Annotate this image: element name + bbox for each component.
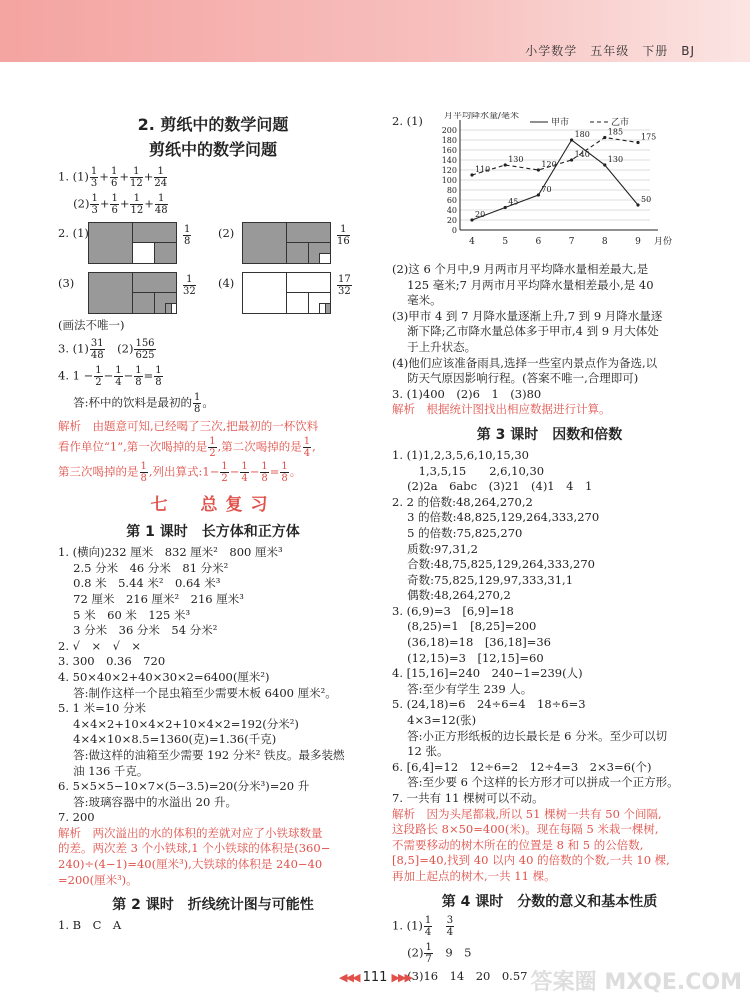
lesson3-line-16: 5. (24,18)=6 24÷6=4 18÷6=3 bbox=[392, 697, 586, 712]
analysis-line-1: 解析 由题意可知,已经喝了三次,把最初的一杯饮料 bbox=[58, 418, 319, 433]
lesson1-line-2: 0.8 米 5.44 米² 0.64 米³ bbox=[58, 576, 221, 591]
lesson3-analysis-line-4: 再加上起点的树木,一共 11 棵。 bbox=[392, 868, 556, 883]
lesson3-line-22: 7. 一共有 11 棵树可以不动。 bbox=[392, 791, 544, 805]
data-point bbox=[603, 163, 606, 166]
lesson1-analysis-line-0: 解析 两次溢出的水的体积的差就对应了小铁球数量 bbox=[58, 825, 323, 840]
data-point bbox=[603, 136, 606, 139]
lesson3-line-17: 4×3=12(张) bbox=[392, 713, 477, 728]
lesson1-line-17: 7. 200 bbox=[58, 810, 95, 825]
q1-row2: (2) $\frac{1}{3}$ + $\frac{1}{6}$ + $\frac{1}{12}$ + $\frac{1}{48}$ bbox=[73, 193, 168, 216]
lesson3-line-12: (36,18)=18 [36,18]=36 bbox=[392, 635, 551, 650]
x-tick-label: 8 bbox=[601, 237, 608, 247]
chart-answer-line-1: 125 毫米;7 月两市月平均降水量相差最小,是 40 bbox=[392, 277, 654, 292]
lesson1-line-1: 2.5 分米 46 分米 81 分米² bbox=[58, 560, 229, 575]
lesson1-line-4: 5 米 60 米 125 米³ bbox=[58, 607, 191, 622]
lesson3-line-3: 2. 2 的倍数:48,264,270,2 bbox=[392, 494, 533, 509]
lesson3-line-11: (8,25)=1 [8,25]=200 bbox=[392, 619, 537, 634]
lesson3-line-21: 答:至少要 6 个这样的长方形才可以拼成一个正方形。 bbox=[392, 775, 679, 790]
data-label: 20 bbox=[475, 210, 486, 219]
lesson1-line-14: 油 136 千克。 bbox=[58, 763, 149, 778]
lesson3-line-18: 答:小正方形纸板的边长最长是 6 分米。至少可以切 bbox=[392, 728, 668, 743]
chart-answer-line-8: 3. (1)400 (2)6 1 (3)80 bbox=[392, 386, 542, 401]
y-tick-label: 120 bbox=[441, 166, 457, 175]
data-label: 175 bbox=[641, 132, 657, 142]
prev-arrows-icon: ◀◀◀ bbox=[339, 971, 359, 984]
q2-diagrams: 2. (1) $\frac{1}{8}$ (2) $\frac{1}{16}$ (3) $\frac{1}{32}$ (4) $\frac{17}{32}$ bbox=[58, 222, 368, 318]
next-arrows-icon: ▶▶▶ bbox=[391, 971, 411, 984]
q2-note: (画法不唯一) bbox=[58, 318, 125, 332]
data-label: 140 bbox=[574, 150, 590, 159]
data-label: 130 bbox=[607, 155, 624, 164]
lesson3-line-15: 答:至少有学生 239 人。 bbox=[392, 681, 533, 696]
lesson1-line-9: 答:制作这样一个昆虫箱至少需要木板 6400 厘米²。 bbox=[58, 685, 337, 700]
data-point bbox=[504, 163, 507, 166]
analysis-line-3: 第三次喝掉的是 $\frac{1}{8}$ ,列出算式:1− $\frac{1}{2}$ − $\frac{1}{4}$ − $\frac{1}{8}$ = $\frac{1}{8}$ 。 bbox=[58, 461, 302, 485]
y-axis-label: 月平均降水量/毫米 bbox=[444, 112, 520, 121]
y-tick-label: 60 bbox=[446, 196, 457, 205]
data-point bbox=[470, 218, 473, 221]
rainfall-line-chart bbox=[432, 112, 702, 262]
data-point bbox=[470, 173, 473, 176]
lesson3-title: 第 3 课时 因数和倍数 bbox=[476, 426, 623, 443]
lesson2-answer: 1. B C A bbox=[58, 918, 122, 933]
lesson3-line-10: 3. (6,9)=3 [6,9]=18 bbox=[392, 603, 514, 618]
y-tick-label: 100 bbox=[441, 176, 457, 185]
lesson1-answers bbox=[58, 545, 368, 826]
data-label: 185 bbox=[607, 127, 624, 137]
section-subtitle: 剪纸中的数学问题 bbox=[148, 140, 277, 159]
paper-diagram-2 bbox=[242, 222, 332, 264]
chart-answer-line-2: 毫米。 bbox=[392, 293, 442, 308]
lesson3-analysis-line-0: 解析 因为头尾都栽,所以 51 棵树一共有 50 个间隔, bbox=[392, 806, 662, 821]
legend-label-1: 乙市 bbox=[611, 118, 630, 128]
lesson3-line-2: (2)2a 6abc (3)21 (4)1 4 1 bbox=[392, 479, 593, 494]
chart-answer-line-6: (4)他们应该准备雨具,选择一些室内景点作为备选,以 bbox=[392, 355, 658, 370]
lesson1-line-7: 3. 300 0.36 720 bbox=[58, 654, 166, 669]
lesson3-analysis bbox=[392, 807, 707, 885]
y-tick-label: 200 bbox=[441, 126, 457, 135]
lesson1-line-16: 答:玻璃容器中的水溢出 20 升。 bbox=[58, 794, 237, 809]
lesson3-analysis-line-2: 不需要移动的树木所在的位置是 8 和 5 的公倍数, bbox=[392, 837, 644, 852]
data-label: 45 bbox=[508, 197, 519, 207]
lesson3-line-13: (12,15)=3 [12,15]=60 bbox=[392, 650, 544, 665]
data-point bbox=[636, 203, 639, 206]
lesson3-analysis-line-3: [8,5]=40,找到 40 以内 40 的倍数的个数,一共 10 棵, bbox=[392, 853, 670, 868]
lesson2-title: 第 2 课时 折线统计图与可能性 bbox=[112, 897, 314, 914]
data-point bbox=[636, 141, 639, 144]
data-point bbox=[570, 158, 573, 161]
lesson3-analysis-line-1: 这段路长 8×50=400(米)。现在每隔 5 米栽一棵树, bbox=[392, 822, 659, 837]
lesson3-line-6: 质数:97,31,2 bbox=[392, 541, 478, 556]
y-tick-label: 160 bbox=[441, 146, 457, 155]
data-point bbox=[570, 138, 573, 141]
data-label: 70 bbox=[541, 185, 552, 194]
x-tick-label: 9 bbox=[635, 237, 641, 247]
data-point bbox=[537, 193, 540, 196]
lesson1-line-13: 答:做这样的油箱至少需要 192 分米² 铁皮。最多装燃 bbox=[58, 747, 345, 762]
q3-analysis: 解析 根据统计图找出相应数据进行计算。 bbox=[392, 402, 611, 417]
lesson1-analysis-line-1: 的差。两次差 3 个小铁球,1 个小铁球的体积是(360− bbox=[58, 841, 331, 856]
lesson1-line-3: 72 厘米 216 厘米² 216 厘米³ bbox=[58, 591, 244, 606]
chart-block: 2. (1) 0 20 40 60 80 100 120 140 160 180 200 月平均降水量/毫米 月份 4 5 6 7 8 9 20 45 70 180 130 50 甲市 110 130 120 140 185 175 乙市 bbox=[392, 112, 707, 262]
lesson3-line-19: 12 张。 bbox=[392, 744, 449, 759]
lesson1-line-5: 3 分米 36 分米 54 分米² bbox=[58, 623, 218, 638]
paper-diagram-3 bbox=[88, 272, 178, 314]
lesson1-analysis-line-2: 240)÷(4−1)=40(厘米³),大铁球的体积是 240−40 bbox=[58, 857, 323, 872]
lesson1-analysis-line-3: =200(厘米³)。 bbox=[58, 872, 138, 887]
lesson1-line-8: 4. 50×40×2+40×30×2=6400(厘米²) bbox=[58, 669, 270, 684]
right-column bbox=[392, 112, 707, 984]
lesson1-line-10: 5. 1 米=10 分米 bbox=[58, 701, 147, 716]
lesson3-line-14: 4. [15,16]=240 240−1=239(人) bbox=[392, 666, 583, 681]
header-band bbox=[0, 0, 750, 62]
x-tick-label: 7 bbox=[568, 237, 575, 247]
q4-answer: 答:杯中的饮料是最初的 $\frac{1}{8}$ 。 bbox=[73, 391, 214, 415]
lesson3-line-9: 偶数:48,264,270,2 bbox=[392, 588, 511, 603]
q1-row1: 1. (1) $\frac{1}{3}$ + $\frac{1}{6}$ + $\frac{1}{12}$ + $\frac{1}{24}$ bbox=[58, 166, 168, 189]
q3: 3. (1) $\frac{31}{48}$ (2) $\frac{156}{625}$ bbox=[58, 337, 155, 361]
watermark: 答案圈 MXQE.COM bbox=[530, 970, 742, 995]
lesson1-line-11: 4×4×2+10×4×2+10×4×2=192(分米²) bbox=[58, 716, 299, 731]
lesson3-line-4: 3 的倍数:48,825,129,264,333,270 bbox=[392, 510, 600, 525]
data-label: 180 bbox=[574, 130, 590, 139]
data-label: 50 bbox=[641, 195, 652, 204]
chart-answer-line-3: (3)甲市 4 到 7 月降水量逐渐上升,7 到 9 月降水量逐 bbox=[392, 308, 663, 323]
data-label: 130 bbox=[508, 155, 524, 164]
header-subject: 小学数学 五年级 下册 BJ bbox=[525, 44, 695, 58]
q4: 4. 1 − $\frac{1}{2}$ − $\frac{1}{4}$ − $\frac{1}{8}$ = $\frac{1}{8}$ bbox=[58, 364, 162, 388]
analysis-line-2: 看作单位“1”,第一次喝掉的是 $\frac{1}{2}$ ,第二次喝掉的是 $\frac{1}{4}$ , bbox=[58, 436, 316, 460]
chart-answer-line-4: 渐下降;乙市降水量总体多于甲市,4 到 9 月大体处 bbox=[392, 324, 659, 339]
page-number: 111 bbox=[362, 970, 388, 985]
chart-answer-line-0: (2)这 6 个月中,9 月两市月平均降水量相差最大,是 bbox=[392, 262, 649, 276]
x-tick-label: 6 bbox=[535, 237, 542, 247]
data-label: 120 bbox=[541, 160, 557, 169]
lesson3-line-8: 奇数:75,825,129,97,333,31,1 bbox=[392, 572, 574, 587]
paper-diagram-1 bbox=[88, 222, 178, 264]
lesson1-line-15: 6. 5×5×5−10×7×(5−3.5)=20(分米³)=20 升 bbox=[58, 779, 310, 794]
lesson1-line-0: 1. (横向)232 厘米 832 厘米² 800 厘米³ bbox=[58, 545, 283, 560]
lesson3-line-0: 1. (1)1,2,3,5,6,10,15,30 bbox=[392, 447, 529, 462]
data-label: 110 bbox=[475, 165, 491, 174]
lesson4-q1: 1. (1) $\frac{1}{4}$ $\frac{3}{4}$ bbox=[392, 914, 454, 938]
lesson1-analysis bbox=[58, 826, 368, 888]
lesson1-line-6: 2. √ × √ × bbox=[58, 638, 142, 653]
chart-answer-line-7: 防天气原因影响行程。(答案不唯一,合理即可) bbox=[392, 371, 639, 386]
section-title: 2. 剪纸中的数学问题 bbox=[137, 115, 289, 134]
y-tick-label: 180 bbox=[441, 136, 457, 145]
lesson3-line-20: 6. [6,4]=12 12÷6=2 12÷4=3 2×3=6(个) bbox=[392, 759, 652, 774]
y-tick-label: 0 bbox=[451, 226, 457, 235]
legend-label-0: 甲市 bbox=[551, 118, 570, 128]
lesson4-q2: (2) $\frac{1}{7}$ 9 5 bbox=[407, 941, 472, 965]
review-heading: 七 总复习 bbox=[150, 495, 276, 516]
y-tick-label: 80 bbox=[446, 186, 457, 195]
chart-answer-line-5: 于上升状态。 bbox=[392, 339, 477, 354]
x-tick-label: 5 bbox=[502, 237, 509, 247]
x-axis-label: 月份 bbox=[654, 237, 673, 247]
y-tick-label: 20 bbox=[446, 216, 457, 225]
lesson4-title: 第 4 课时 分数的意义和基本性质 bbox=[441, 893, 658, 910]
lesson3-answers bbox=[392, 448, 707, 807]
chart-answers bbox=[392, 262, 707, 402]
lesson3-line-7: 合数:48,75,825,129,264,333,270 bbox=[392, 557, 595, 572]
paper-diagram-4 bbox=[242, 272, 332, 314]
left-column bbox=[58, 110, 368, 934]
lesson4-q3: (3)16 14 20 0.57 bbox=[407, 968, 528, 983]
x-tick-label: 4 bbox=[469, 237, 475, 247]
data-point bbox=[504, 206, 507, 209]
lesson1-line-12: 4×4×10×8.5=1360(克)=1.36(千克) bbox=[58, 732, 277, 747]
lesson3-line-5: 5 的倍数:75,825,270 bbox=[392, 525, 523, 540]
lesson1-title: 第 1 课时 长方体和正方体 bbox=[126, 524, 300, 541]
lesson3-line-1: 1,3,5,15 2,6,10,30 bbox=[392, 463, 545, 478]
y-tick-label: 140 bbox=[441, 156, 457, 165]
y-tick-label: 40 bbox=[446, 206, 457, 215]
data-point bbox=[537, 168, 540, 171]
